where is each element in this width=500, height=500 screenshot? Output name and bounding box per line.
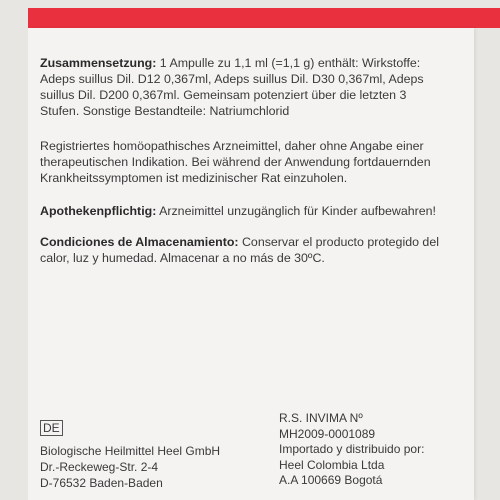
distributor-line: R.S. INVIMA Nº (279, 411, 363, 425)
distributor-line: Heel Colombia Ltda (279, 457, 385, 472)
storage-label: Condiciones de Almacenamiento: (40, 235, 239, 249)
composition-label: Zusammensetzung: (40, 56, 157, 70)
pharmacy-label: Apothekenpflichtig: (40, 204, 157, 218)
manufacturer-address (40, 443, 220, 491)
pharmacy-text: Arzneimittel unzugänglich für Kinder aufbewahren! (156, 204, 436, 218)
pharmacy-paragraph (40, 203, 442, 219)
red-header-bar (28, 8, 500, 28)
storage-paragraph (40, 234, 442, 266)
composition-paragraph (40, 55, 442, 119)
composition-text: 1 Ampulle zu 1,1 ml (=1,1 g) enthält: Wirkstoffe: Adeps suillus Dil. D12 0,367ml, Adeps suillus Dil. D30 0,367ml, Adeps suillus Dil. D200 0,367ml. Gemeinsam potenziert über die letzten 3 Stufen. Sonstige Bestandteile: Natriumchlorid (40, 56, 424, 118)
storage-text: Conservar el producto protegido del calor, luz y humedad. Almacenar a no más de 30ºC. (40, 235, 439, 265)
distributor-line: A.A 100669 Bogotá (279, 473, 383, 487)
distributor-line: MH2009-0001089 (279, 426, 376, 441)
manufacturer-line: Dr.-Reckeweg-Str. 2-4 (40, 460, 159, 474)
manufacturer-line: D-76532 Baden-Baden (40, 476, 163, 490)
manufacturer-line: Biologische Heilmittel Heel GmbH (40, 444, 221, 458)
distributor-line: Importado y distribuido por: (279, 442, 425, 456)
distributor-info (279, 411, 424, 489)
registration-note: Registriertes homöopathisches Arzneimittel, daher ohne Angabe einer therapeutischen Indikation. Bei während der Anwendung fortdauernden Krankheitssymptomen ist medizinischer Rat einzuholen. (40, 139, 431, 185)
country-code-box: DE (40, 420, 63, 436)
